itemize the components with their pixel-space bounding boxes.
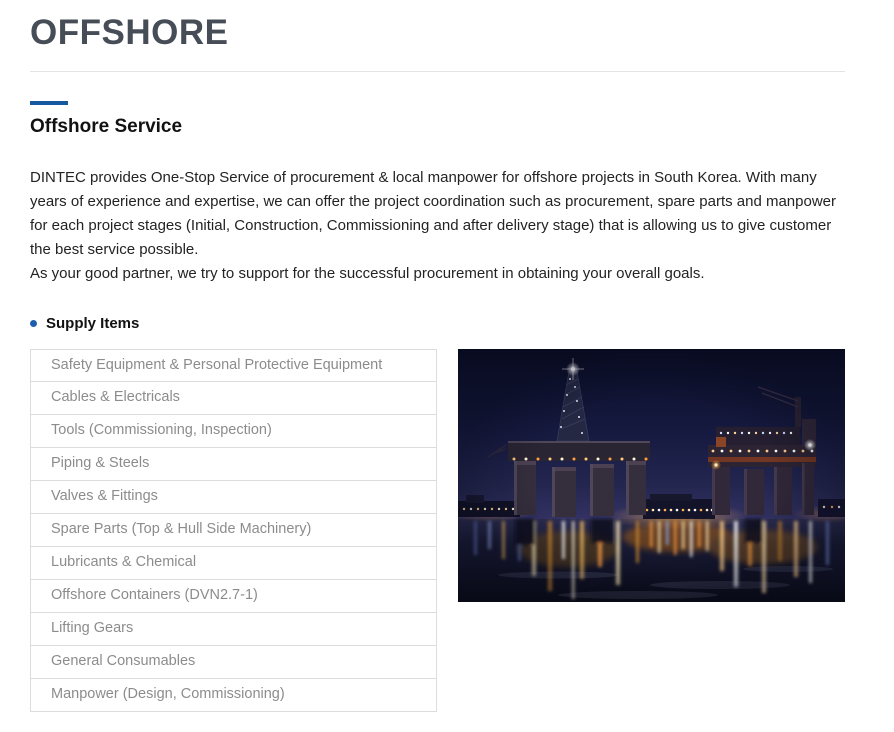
supply-items-label: Supply Items	[46, 315, 140, 332]
section-accent-bar	[30, 101, 68, 105]
supply-items-heading	[30, 315, 845, 332]
supply-item-row: Valves & Fittings	[30, 481, 437, 514]
supply-item-row: Lubricants & Chemical	[30, 547, 437, 580]
supply-items-table	[30, 349, 437, 712]
intro-text-1: DINTEC provides One-Stop Service of procurement & local manpower for offshore projects in South Korea. With many years of experience and expertise, we can offer the project coordination such as procurement, spare parts and manpower for each project stages (Initial, Construction, Commissioning and after delivery stage) that is allowing us to give customer the best service possible.	[30, 169, 837, 258]
supply-item-row: Manpower (Design, Commissioning)	[30, 679, 437, 712]
supply-item-row: Cables & Electricals	[30, 382, 437, 415]
offshore-rigs-night-scene	[458, 349, 845, 602]
offshore-rigs-photo	[458, 349, 845, 602]
supply-item-row: General Consumables	[30, 646, 437, 679]
supply-item-row: Offshore Containers (DVN2.7-1)	[30, 580, 437, 613]
supply-item-row: Lifting Gears	[30, 613, 437, 646]
page-title: OFFSHORE	[30, 13, 229, 52]
section-title: Offshore Service	[30, 116, 183, 137]
header-divider	[30, 71, 845, 72]
supply-item-row: Spare Parts (Top & Hull Side Machinery)	[30, 514, 437, 547]
intro-text-2: As your good partner, we try to support for the successful procurement in obtaining your overall goals.	[30, 265, 705, 282]
supply-item-row: Tools (Commissioning, Inspection)	[30, 415, 437, 448]
supply-content-row	[30, 349, 845, 712]
supply-item-row: Piping & Steels	[30, 448, 437, 481]
intro-paragraph	[30, 166, 845, 286]
bullet-icon	[30, 320, 37, 327]
supply-item-row: Safety Equipment & Personal Protective Equipment	[30, 349, 437, 382]
